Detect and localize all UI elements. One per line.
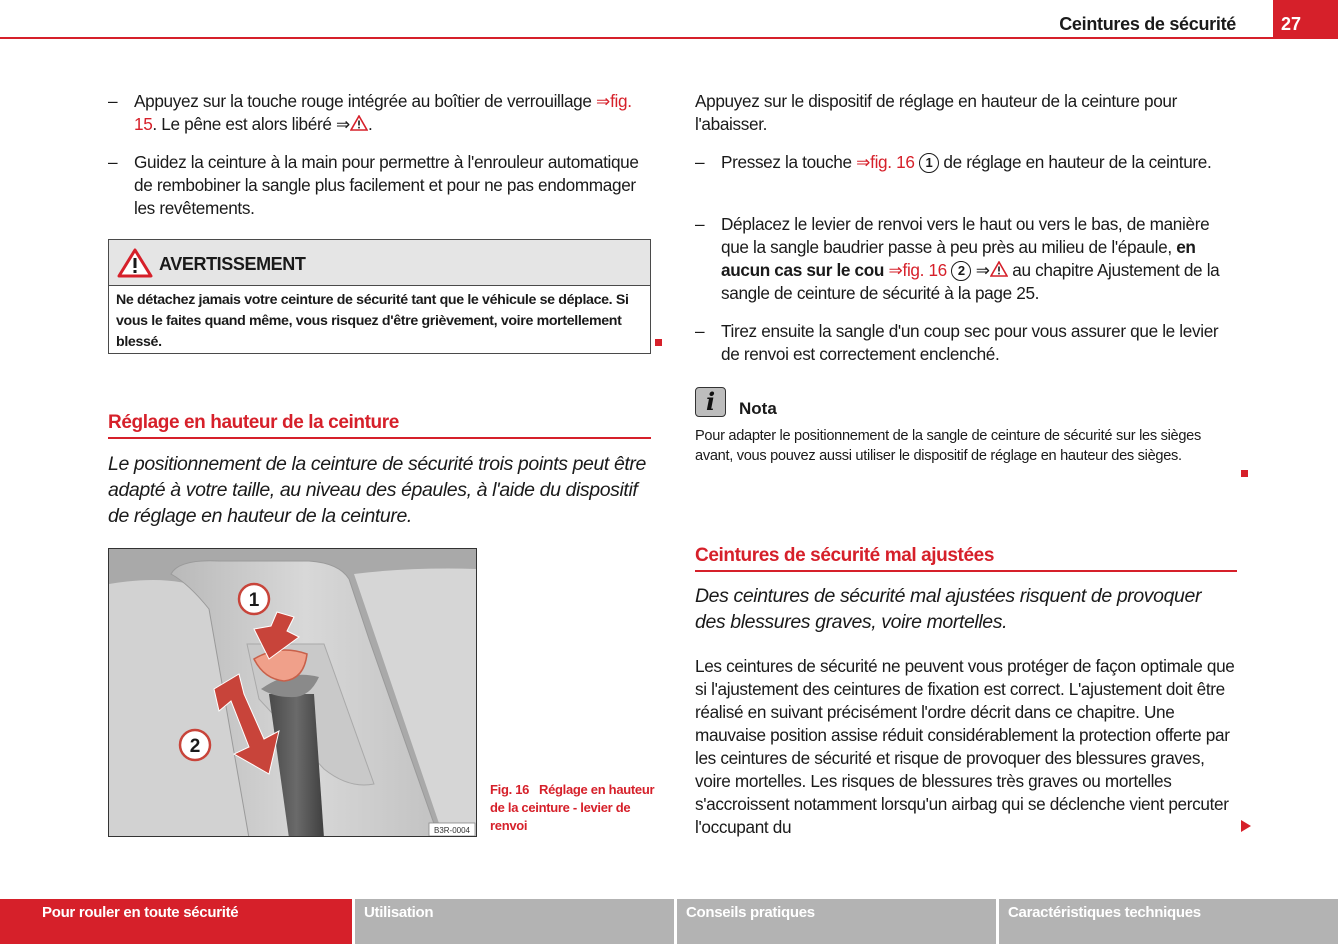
figure-caption-text: Réglage en hauteur de la ceinture - levier de renvoi (490, 782, 655, 833)
nota-text: Pour adapter le positionnement de la sangle de ceinture de sécurité sur les sièges avant, vous pouvez aussi utiliser le dispositif de réglage en hauteur des sièges. (695, 428, 1201, 464)
section-end-marker (655, 339, 662, 346)
bullet-text: Appuyez sur la touche rouge intégrée au boîtier de verrouillage (134, 91, 592, 111)
section-body: Les ceintures de sécurité ne peuvent vous protéger de façon optimale que si l'ajustement des ceintures de fixation est correct. L'ajustement doit être réalisé en suivant précisément l'ordre décrit dans ce chapitre. Une mauvaise position assise réduit considérablement la protection offerte par les ceintures de sécurité et risque de provoquer des blessures graves, voire mortelles. Les risques de blessures très graves ou mortelles s'accroissent notamment lorsqu'un airbag qui se déclenche vient percuter l'occupant du (695, 656, 1235, 837)
bullet-dash: – (695, 152, 705, 172)
info-icon: i (695, 387, 726, 417)
warning-text: Ne détachez jamais votre ceinture de sécurité tant que le véhicule se déplace. Si vous le faites quand même, vous risquez d'être grièvement, voire mortellement blessé. (116, 292, 629, 350)
bullet-dash: – (108, 152, 118, 172)
section-intro: Des ceintures de sécurité mal ajustées risquent de provoquer des blessures graves, voire mortelles. (695, 585, 1202, 633)
footer-tab-safety[interactable]: Pour rouler en toute sécurité (0, 899, 352, 944)
footer-tab-caracteristiques[interactable]: Caractéristiques techniques (999, 899, 1338, 944)
section-title: Ceintures de sécurité mal ajustées (695, 545, 994, 566)
callout-2: 2 (189, 736, 201, 757)
continue-arrow-icon (1241, 820, 1251, 832)
section-rule (108, 437, 651, 439)
bullet-dash: – (108, 91, 118, 111)
section-intro: Le positionnement de la ceinture de sécurité trois points peut être adapté à votre taille, au niveau des épaules, à l'aide du dispositif de réglage en hauteur de la ceinture. (108, 453, 646, 527)
bullet-dash: – (695, 321, 705, 341)
nota-title: Nota (739, 399, 777, 418)
page-number: 27 (1281, 14, 1302, 34)
header-rule (0, 37, 1338, 39)
callout-badge: 1 (919, 153, 939, 173)
warning-title: AVERTISSEMENT (159, 254, 306, 274)
warning-triangle-icon[interactable] (990, 261, 1008, 277)
callout-1: 1 (248, 590, 260, 611)
warning-header (109, 240, 650, 286)
bullet-dash: – (695, 214, 705, 234)
section-end-marker (1241, 470, 1248, 477)
figure-reference-link[interactable]: ⇒fig. 16 (856, 152, 915, 172)
figure-code: B3R-0004 (433, 826, 471, 835)
figure-belt-height-adjuster (108, 548, 477, 837)
emphasis-text: en aucun cas sur le cou (721, 237, 1196, 280)
warning-triangle-icon[interactable] (350, 115, 368, 131)
warning-box (108, 239, 651, 354)
footer-tab-utilisation[interactable]: Utilisation (355, 899, 674, 944)
figure-caption (490, 781, 655, 835)
footer-tab-conseils[interactable]: Conseils pratiques (677, 899, 996, 944)
callout-badge: 2 (951, 261, 971, 281)
bullet-text: Tirez ensuite la sangle d'un coup sec pour vous assurer que le levier de renvoi est correctement enclenché. (721, 321, 1219, 364)
figure-reference-link[interactable]: ⇒fig. 15 (134, 91, 632, 134)
section-title: Réglage en hauteur de la ceinture (108, 412, 399, 433)
figure-reference-link[interactable]: ⇒fig. 16 (888, 260, 947, 280)
figure-caption-label: Fig. 16 (490, 782, 530, 797)
warning-triangle-icon (117, 248, 153, 278)
chapter-title: Ceintures de sécurité (1059, 14, 1236, 34)
section-rule (695, 570, 1237, 572)
bullet-text: Guidez la ceinture à la main pour permettre à l'enrouleur automatique de rembobiner la sangle plus facilement et pour ne pas endommager les revêtements. (134, 152, 639, 218)
paragraph-intro: Appuyez sur le dispositif de réglage en hauteur de la ceinture pour l'abaisser. (695, 91, 1177, 134)
belt-adjuster-illustration (109, 549, 477, 837)
